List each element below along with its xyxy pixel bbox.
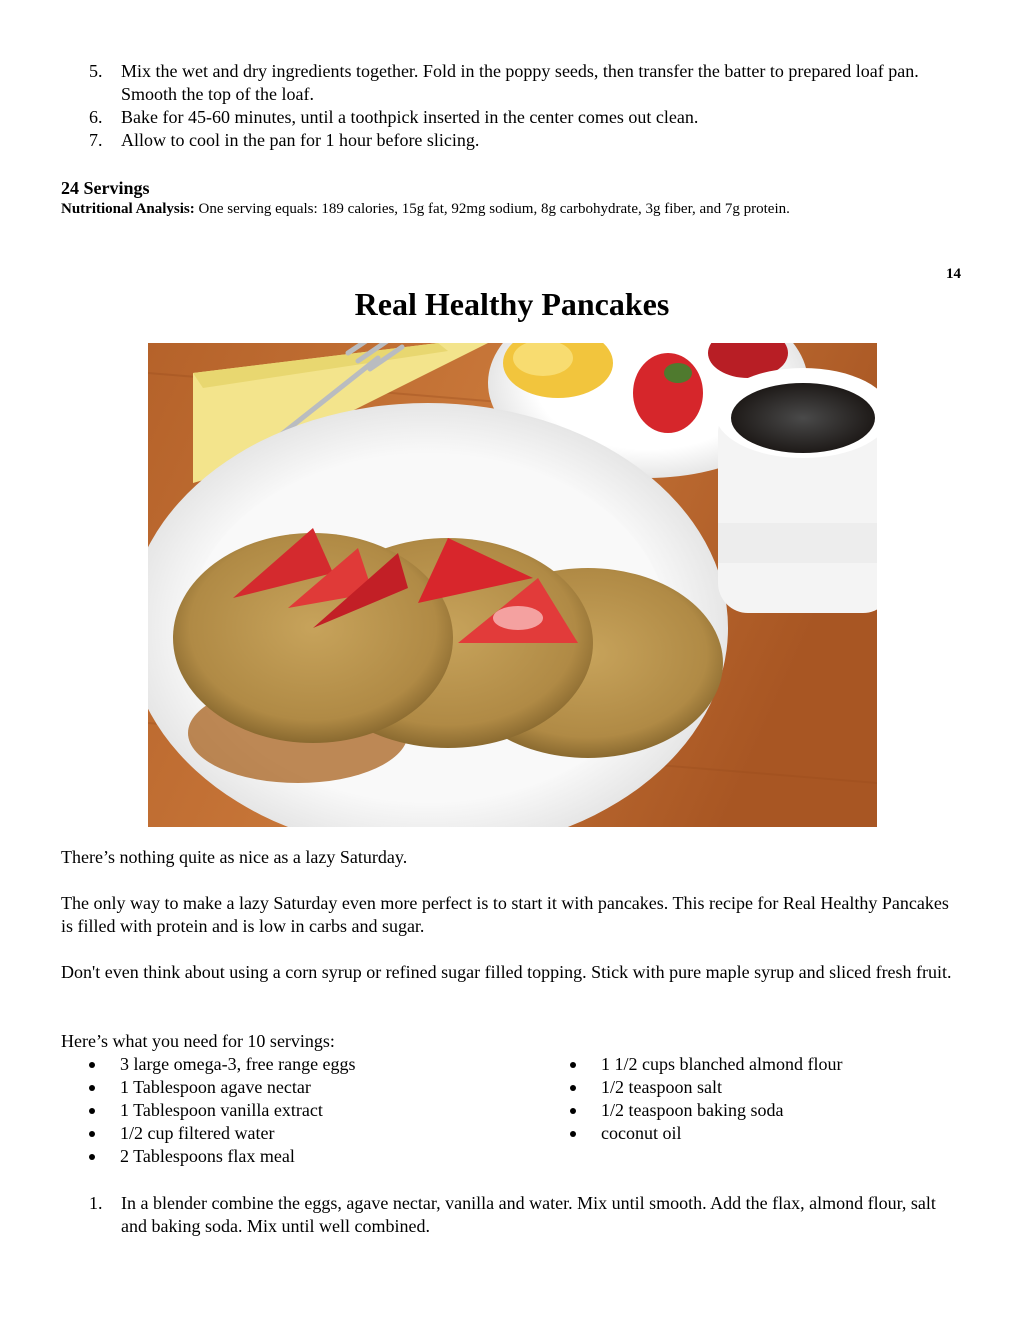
nutrition-text: One serving equals: 189 calories, 15g fat, 92mg sodium, 8g carbohydrate, 3g fiber, and 7g protein. — [194, 201, 790, 217]
step-text: In a blender combine the eggs, agave nectar, vanilla and water. Mix until smooth. Add the flax, almond flour, salt and baking soda. Mix until well combined. — [121, 1193, 936, 1236]
intro-paragraph: The only way to make a lazy Saturday even more perfect is to start it with pancakes. This recipe for Real Healthy Pancakes is filled with protein and is low in carbs and sugar. — [61, 893, 949, 936]
intro-paragraph: Don't even think about using a corn syrup or refined sugar filled topping. Stick with pure maple syrup and sliced fresh fruit. — [61, 962, 952, 982]
nutritional-analysis — [61, 200, 790, 219]
list-item — [89, 1076, 356, 1099]
page-number: 14 — [946, 266, 961, 282]
nutrition-label: Nutritional Analysis: — [61, 201, 195, 217]
previous-recipe-steps — [0, 60, 1024, 152]
ingredient: 1/2 teaspoon salt — [601, 1077, 722, 1097]
step-number: 5. — [89, 61, 103, 81]
bullet-icon — [570, 1062, 576, 1068]
recipe-title: Real Healthy Pancakes — [354, 286, 670, 322]
list-item — [570, 1099, 842, 1122]
ingredient: 1 Tablespoon vanilla extract — [120, 1100, 323, 1120]
step-number: 7. — [89, 130, 103, 150]
step-text: Allow to cool in the pan for 1 hour before slicing. — [121, 130, 480, 150]
bullet-icon — [89, 1131, 95, 1137]
step-text: Mix the wet and dry ingredients together. Fold in the poppy seeds, then transfer the batter to prepared loaf pan. Smooth the top of the loaf. — [121, 61, 919, 104]
step-item — [0, 1192, 1024, 1238]
servings-heading: 24 Servings — [61, 178, 150, 198]
step-number: 1. — [89, 1193, 103, 1213]
step-item — [0, 60, 1024, 106]
list-item — [570, 1076, 842, 1099]
list-item — [89, 1145, 356, 1168]
ingredient: 1/2 cup filtered water — [120, 1123, 275, 1143]
list-item — [570, 1053, 842, 1076]
ingredient: 3 large omega-3, free range eggs — [120, 1054, 356, 1074]
list-item — [570, 1122, 842, 1145]
bullet-icon — [89, 1108, 95, 1114]
recipe-steps — [0, 1192, 1024, 1238]
ingredient: 2 Tablespoons flax meal — [120, 1146, 295, 1166]
ingredient: coconut oil — [601, 1123, 682, 1143]
ingredients-list-left — [89, 1053, 356, 1168]
list-item — [89, 1053, 356, 1076]
bullet-icon — [89, 1062, 95, 1068]
pancakes-photo — [148, 343, 877, 827]
intro-paragraph: There’s nothing quite as nice as a lazy Saturday. — [61, 847, 408, 867]
step-item — [0, 129, 1024, 152]
ingredients-list-right — [570, 1053, 842, 1145]
bullet-icon — [570, 1085, 576, 1091]
step-item — [0, 106, 1024, 129]
ingredients-heading: Here’s what you need for 10 servings: — [61, 1031, 335, 1051]
list-item — [89, 1099, 356, 1122]
bullet-icon — [89, 1154, 95, 1160]
bullet-icon — [570, 1108, 576, 1114]
step-text: Bake for 45-60 minutes, until a toothpick inserted in the center comes out clean. — [121, 107, 699, 127]
ingredient: 1/2 teaspoon baking soda — [601, 1100, 784, 1120]
list-item — [89, 1122, 356, 1145]
bullet-icon — [89, 1085, 95, 1091]
ingredient: 1 Tablespoon agave nectar — [120, 1077, 311, 1097]
step-number: 6. — [89, 107, 103, 127]
ingredient: 1 1/2 cups blanched almond flour — [601, 1054, 843, 1074]
bullet-icon — [570, 1131, 576, 1137]
